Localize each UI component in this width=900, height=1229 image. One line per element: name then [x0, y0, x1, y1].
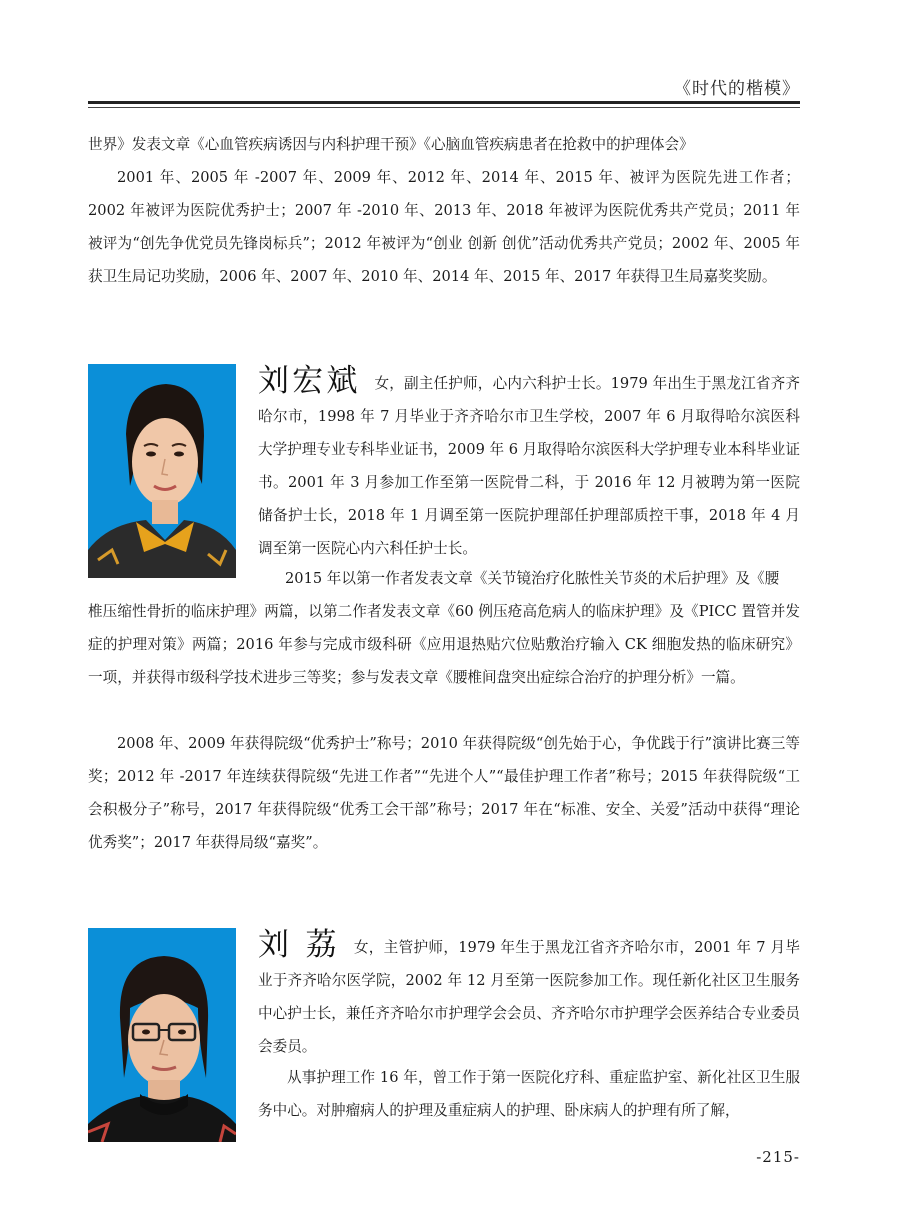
- portrait-icon: [88, 928, 236, 1142]
- header-rule: [88, 101, 800, 104]
- profile2-intro: [258, 929, 800, 1063]
- profile1-intro: [258, 365, 800, 565]
- profile2-work: 从事护理工作 16 年，曾工作于第一医院化疗科、重症监护室、新化社区卫生服务中心。对肿瘤病人的护理及重症病人的护理、卧床病人的护理有所了解，: [258, 1069, 800, 1119]
- profile1-honors: 2008 年、2009 年获得院级“优秀护士”称号；2010 年获得院级“创先始于心，争优践于行”演讲比赛三等奖；2012 年 -2017 年连续获得院级“先进工作者”“先进个人”“最佳护理工作者”称号；2015 年获得院级“工会积极分子”称号，2017 年获得院级“优秀工会干部”称号；2017 年在“标准、安全、关爱”活动中获得“理论优秀奖”；2017 年获得局级“嘉奖”。: [88, 735, 800, 851]
- profile2-name: 刘 荔: [258, 927, 340, 963]
- profile1-publications-lead: 2015 年以第一作者发表文章《关节镜治疗化脓性关节炎的术后护理》及《腰: [285, 570, 780, 587]
- profile1-name: 刘宏斌: [258, 363, 361, 399]
- profile2-intro-text: 女，主管护师，1979 年生于黑龙江省齐齐哈尔市，2001 年 7 月毕业于齐齐哈尔医学院，2002 年 12 月至第一医院参加工作。现任新化社区卫生服务中心护士长，兼任齐齐哈尔市护理学会会员、齐齐哈尔市护理学会医养结合专业委员会委员。: [258, 939, 800, 1055]
- continued-paragraph: 世界》发表文章《心血管疾病诱因与内科护理干预》《心脑血管疾病患者在抢救中的护理体会》: [88, 136, 694, 153]
- portrait-photo-2: [88, 928, 236, 1142]
- profile1-intro-text: 女，副主任护师，心内六科护士长。1979 年出生于黑龙江省齐齐哈尔市，1998 年 7 月毕业于齐齐哈尔市卫生学校，2007 年 6 月取得哈尔滨医科大学护理专业专科毕业证书，2009 年 6 月取得哈尔滨医科大学护理专业本科毕业证书。2001 年 3 月参加工作至第一医院骨二科，于 2016 年 12 月被聘为第一医院储备护士长，2018 年 1 月调至第一医院护理部任护理部质控干事，2018 年 4 月调至第一医院心内六科任护士长。: [258, 375, 801, 557]
- portrait-photo-1: [88, 364, 236, 578]
- portrait-icon: [88, 364, 236, 578]
- header-rule-thin: [88, 107, 800, 108]
- page-number: -215-: [756, 1148, 800, 1166]
- profile1-publications: 椎压缩性骨折的临床护理》两篇，以第二作者发表文章《60 例压疮高危病人的临床护理》及《PICC 置管并发症的护理对策》两篇；2016 年参与完成市级科研《应用退热贴穴位贴敷治疗输入 CK 细胞发热的临床研究》一项，并获得市级科学技术进步三等奖；参与发表文章《腰椎间盘突出症综合治疗的护理分析》一篇。: [88, 603, 800, 686]
- header-title: 《时代的楷模》: [674, 79, 800, 99]
- honors-paragraph: 2001 年、2005 年 -2007 年、2009 年、2012 年、2014 年、2015 年、被评为医院先进工作者；2002 年被评为医院优秀护士；2007 年 -2010 年、2013 年、2018 年被评为医院优秀共产党员；2011 年被评为“创先争优党员先锋岗标兵”；2012 年被评为“创业 创新 创优”活动优秀共产党员；2002 年、2005 年获卫生局记功奖励，2006 年、2007 年、2010 年、2014 年、2015 年、2017 年获得卫生局嘉奖奖励。: [88, 169, 800, 285]
